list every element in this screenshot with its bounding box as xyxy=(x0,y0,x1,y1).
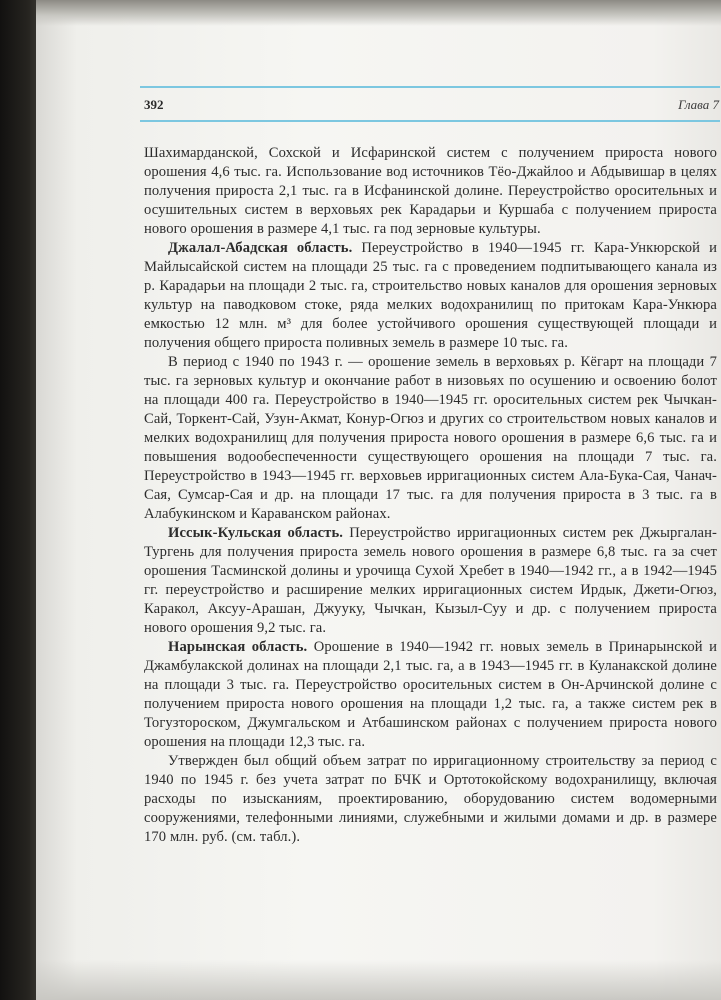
header-rule-bottom xyxy=(140,120,720,122)
paragraph-text: Переустройство в 1940—1945 гг. Кара-Ункюрской и Майлысайской систем на площади 25 тыс. га с проведением подпитывающего канала из р. Карадарьи на площади 2 тыс. га, строительство новых каналов для орошения зерновых культур на паводковом стоке, ряда мелких водохранилищ по притокам Кара-Ункюра емкостью 12 млн. м³ для более устойчивого орошения существующей площади и получения общего прироста поливных земель в размере 10 тыс. га. xyxy=(144,240,717,351)
page-number: 392 xyxy=(144,97,164,112)
page-bottom-shade xyxy=(36,960,721,1000)
paragraph-issyk-kul xyxy=(144,524,717,638)
paragraph-total-costs xyxy=(144,752,717,847)
paragraph-fergana-continued xyxy=(144,144,717,239)
paragraph-text: Шахимарданской, Сохской и Исфаринской систем с получением прироста нового орошения 4,6 тыс. га. Использование вод источников Тёо-Джайлоо и Абдывишар в целях получения прироста 2,1 тыс. га в Исфанинской долине. Переустройство оросительных и осушительных систем в верховьях рек Карадарьи и Куршаба с получением прироста нового орошения в размере 4,1 тыс. га под зерновые культуры. xyxy=(144,145,717,237)
chapter-title: Глава 7 xyxy=(678,97,719,112)
page-top-shade xyxy=(36,0,721,26)
region-heading-issyk-kul: Иссык-Кульская область. xyxy=(168,525,344,541)
paragraph-text: В период с 1940 по 1943 г. — орошение земель в верховьях р. Кёгарт на площади 7 тыс. га зерновых культур и окончание работ в низовьях по осушению и освоению болот на площади 400 га. Переустройство в 1940—1945 гг. оросительных систем рек Чычкан-Сай, Торкент-Сай, Узун-Акмат, Конур-Огюз и других со строительством новых каналов и мелких водохранилищ для получения прироста нового орошения в размере 6,6 тыс. га и повышения водообеспеченности существующего орошения на площади 7 тыс. га. Переустройство в 1943—1945 гг. верховьев ирригационных систем Ала-Бука-Сая, Чанач-Сая, Сумсар-Сая и др. на площади 17 тыс. га для получения прироста в 3 тыс. га в Алабукинском и Караванском районах. xyxy=(144,354,717,522)
paragraph-text: Переустройство ирригационных систем рек Джыргалан-Тургень для получения прироста земель нового орошения в размере 6,8 тыс. га за счет орошения Тасминской долины и урочища Сухой Хребет в 1940—1942 гг., а в 1942—1945 гг. переустройство и расширение мелких ирригационных систем Ирдык, Джети-Огюз, Каракол, Аксуу-Арашан, Джууку, Чычкан, Кызыл-Суу и др. с получением прироста нового орошения 9,2 тыс. га. xyxy=(144,525,717,636)
paragraph-text: Орошение в 1940—1942 гг. новых земель в Принарынской и Джамбулакской долинах на площади 2,1 тыс. га, а в 1943—1945 гг. в Куланакской долине на площади 3 тыс. га. Переустройство оросительных систем в Он-Арчинской долине с получением прироста нового орошения на площади 1,2 тыс. га, а также систем рек в Тогузтороском, Джумгальском и Атбашинском районах с получением прироста нового орошения на площади 12,3 тыс. га. xyxy=(144,639,717,750)
paragraph-text: Утвержден был общий объем затрат по ирригационному строительству за период с 1940 по 1945 г. без учета затрат по БЧК и Ортотокойскому водохранилищу, включая расходы по изысканиям, проектированию, оборудованию систем водомерными сооружениями, телефонными линиями, служебными и жилыми домами и др. в размере 170 млн. руб. (см. табл.). xyxy=(144,753,717,845)
book-spine-shadow xyxy=(0,0,40,1000)
paragraph-naryn xyxy=(144,638,717,752)
header-rule-top xyxy=(140,86,720,88)
page-body xyxy=(144,144,717,847)
paragraph-jalal-abad xyxy=(144,239,717,353)
book-page xyxy=(36,0,721,1000)
region-heading-jalal-abad: Джалал-Абадская область. xyxy=(168,240,353,256)
paragraph-period-1940-1943 xyxy=(144,353,717,524)
region-heading-naryn: Нарынская область. xyxy=(168,639,308,655)
